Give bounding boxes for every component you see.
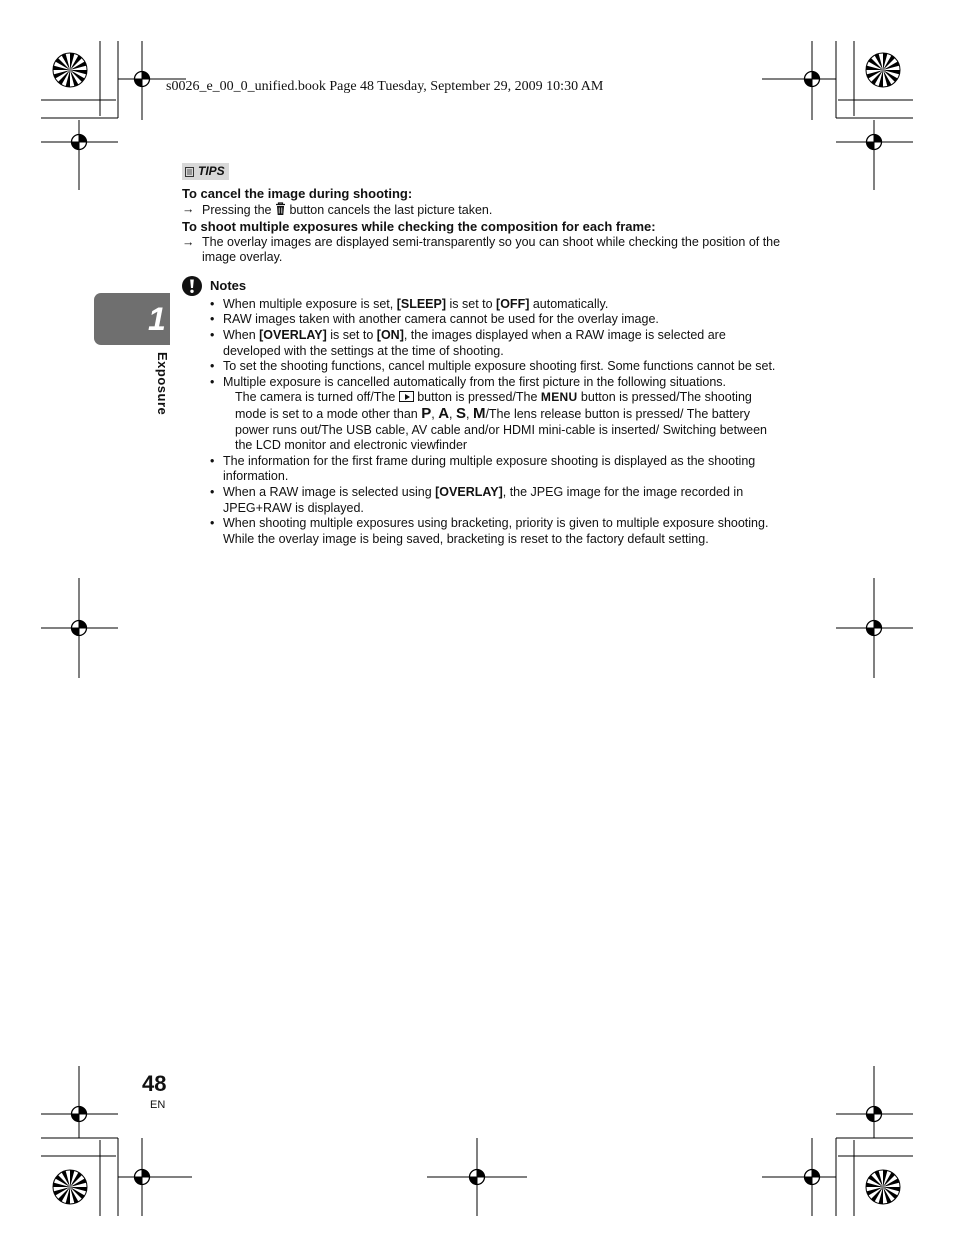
tips-line-overlay <box>182 235 782 266</box>
notes-list <box>182 297 782 548</box>
tips-badge <box>182 163 229 180</box>
list-item: • When a RAW image is selected using [OVERLAY], the JPEG image for the image recorded in JPEG+RAW is displayed. <box>210 485 782 516</box>
tips-icon <box>185 167 194 177</box>
notes-heading <box>182 276 782 296</box>
arrow-icon: → <box>182 202 195 217</box>
exclamation-icon <box>182 276 202 296</box>
list-item: • When shooting multiple exposures using bracketing, priority is given to multiple exposure shooting. While the overlay image is being saved, bracketing is reset to the factory default setting. <box>210 516 782 547</box>
page-language: EN <box>150 1099 166 1111</box>
list-item: • The information for the first frame during multiple exposure shooting is displayed as the shooting information. <box>210 454 782 485</box>
list-item: • Multiple exposure is cancelled automatically from the first picture in the following situations. The camera is turned off/The button is pressed/The MENU button is pressed/The shooting mode is set to a mode other than P, A, S, M/The lens release button is pressed/ The battery power runs out/The USB cable, AV cable and/or HDMI mini-cable is inserted/ Switching between the LCD monitor and electronic viewfinder <box>210 375 782 454</box>
list-item: • RAW images taken with another camera cannot be used for the overlay image. <box>210 312 782 328</box>
list-subtext: The camera is turned off/The button is pressed/The MENU button is pressed/The shooting mode is set to a mode other than P, A, S, M/The lens release button is pressed/ The battery power runs out/The USB cable, AV cable and/or HDMI mini-cable is inserted/ Switching between the LCD monitor and electronic viewfinder <box>235 390 767 453</box>
chapter-label: Exposure <box>155 352 170 416</box>
mode-a: A <box>438 405 450 423</box>
tips-heading-cancel: To cancel the image during shooting: <box>182 186 413 202</box>
trash-icon <box>275 202 286 216</box>
tips-text: Pressing the <box>202 203 272 218</box>
tips-line-cancel <box>182 202 782 219</box>
tips-text: button cancels the last picture taken. <box>289 203 493 218</box>
arrow-icon: → <box>182 234 195 249</box>
chapter-number: 1 <box>148 301 166 337</box>
tips-heading-overlay: To shoot multiple exposures while checking the composition for each frame: <box>182 218 656 234</box>
playback-icon <box>399 391 414 402</box>
list-item: • To set the shooting functions, cancel multiple exposure shooting first. Some functions cannot be set. <box>210 359 782 375</box>
mode-p: P <box>421 405 432 423</box>
list-item: • When [OVERLAY] is set to [ON], the images displayed when a RAW image is selected are developed with the settings at the time of shooting. <box>210 328 782 359</box>
mode-s: S <box>455 405 466 423</box>
list-item: • When multiple exposure is set, [SLEEP] is set to [OFF] automatically. <box>210 297 782 313</box>
tips-label: TIPS <box>198 163 225 178</box>
tips-text: The overlay images are displayed semi-transparently so you can shoot while checking the position of the image overlay. <box>202 234 781 265</box>
page-number: 48 <box>142 1071 167 1096</box>
print-header: s0026_e_00_0_unified.book Page 48 Tuesday, September 29, 2009 10:30 AM <box>166 79 604 94</box>
mode-m: M <box>472 405 486 423</box>
notes-title: Notes <box>210 278 247 294</box>
page-content <box>182 163 782 547</box>
menu-word: MENU <box>540 390 578 405</box>
